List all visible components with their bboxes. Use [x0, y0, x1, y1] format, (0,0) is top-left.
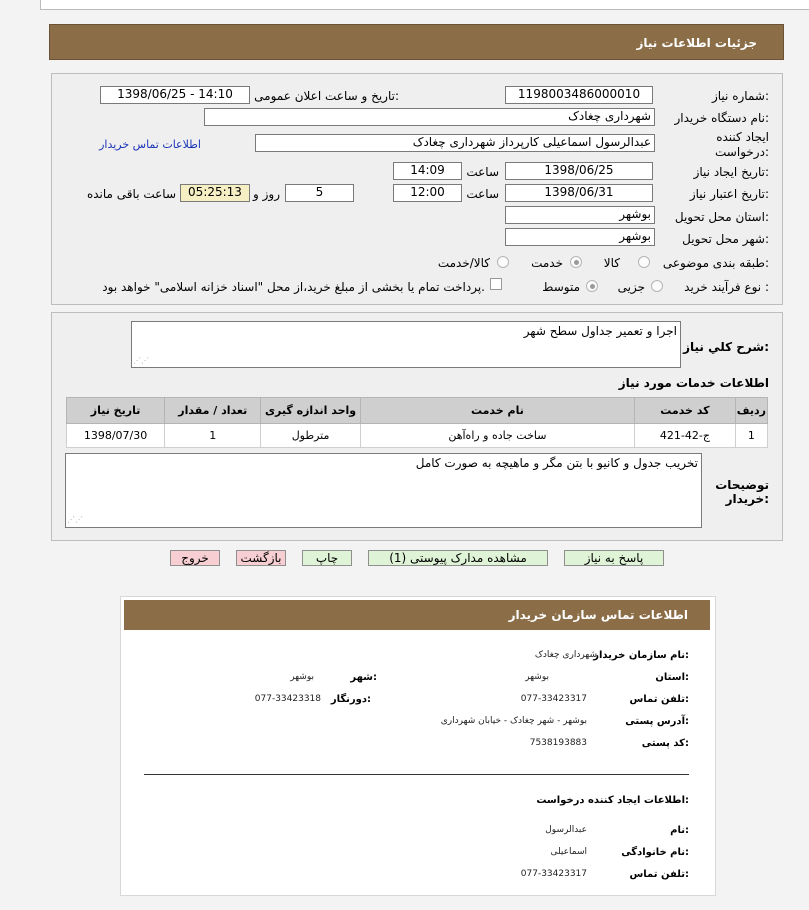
back-button[interactable]: بازگشت: [236, 550, 286, 566]
resize-grip-icon[interactable]: ⋰⋰: [133, 356, 149, 365]
summary-label: شرح کلي نياز:: [683, 340, 769, 354]
cell-need-date: 1398/07/30: [67, 424, 165, 448]
notes-label-1: توضیحات: [715, 478, 769, 492]
process-radio-minor[interactable]: [651, 280, 663, 292]
process-option-medium: متوسط: [542, 280, 580, 294]
col-unit: واحد اندازه گیری: [261, 398, 360, 424]
contact-card-title: اطلاعات تماس سازمان خریدار: [508, 608, 688, 622]
col-row: ردیف: [735, 398, 767, 424]
cell-row-number: 1: [735, 424, 767, 448]
creator-family-value: اسماعیلی: [550, 847, 587, 857]
creator-label-1: ایجاد کننده: [716, 130, 769, 144]
creator-name-value: عبدالرسول: [545, 825, 587, 835]
need-number-label: شماره نیاز:: [711, 89, 769, 103]
contact-address-value: بوشهر - شهر چغادک - خیابان شهرداری: [440, 716, 587, 726]
contact-phone-label: تلفن تماس:: [629, 694, 689, 705]
province-label: استان محل تحویل:: [674, 210, 769, 224]
cell-service-code: ج-42-421: [635, 424, 736, 448]
validity-date-label: تاریخ اعتبار نیاز:: [689, 187, 769, 201]
creator-family-label: نام خانوادگی:: [621, 847, 689, 858]
contact-org-value: شهرداری چغادک: [534, 650, 597, 660]
services-header-row: [67, 398, 768, 424]
col-need-date: تاریخ نیاز: [67, 398, 165, 424]
contact-fax-label: دورنگار:: [330, 694, 371, 705]
treasury-payment-note: پرداخت تمام یا بخشی از مبلغ خرید،از محل "اسناد خزانه اسلامی" خواهد بود.: [102, 280, 485, 294]
page-title: جزئیات اطلاعات نیاز: [636, 36, 757, 50]
validity-time-field[interactable]: 12:00: [393, 184, 462, 202]
contact-postal-value: 7538193883: [529, 738, 587, 748]
category-radio-both[interactable]: [497, 256, 509, 268]
contact-address-label: آدرس پستی:: [625, 716, 689, 727]
col-quantity: تعداد / مقدار: [165, 398, 261, 424]
notes-label-2: خریدار:: [725, 492, 769, 506]
contact-city-label: شهر:: [350, 672, 377, 683]
announce-label: تاریخ و ساعت اعلان عمومی:: [254, 89, 399, 103]
services-title: اطلاعات خدمات مورد نیاز: [618, 376, 769, 390]
notes-textarea[interactable]: تخریب جدول و کانیو با بتن مگر و ماهیچه به صورت کامل: [65, 453, 702, 528]
category-label: طبقه بندی موضوعی:: [662, 256, 769, 270]
validity-date-field[interactable]: 1398/06/31: [505, 184, 653, 202]
reply-button[interactable]: پاسخ به نیاز: [564, 550, 664, 566]
view-attachments-button[interactable]: مشاهده مدارک پیوستی (1): [368, 550, 548, 566]
exit-button[interactable]: خروج: [170, 550, 220, 566]
category-option-service: خدمت: [531, 256, 563, 270]
creator-phone-label: تلفن تماس:: [629, 869, 689, 880]
contact-province-value: بوشهر: [525, 672, 549, 682]
validity-time-label: ساعت: [466, 187, 499, 201]
process-option-minor: جزیی: [617, 280, 645, 294]
remaining-time-field: 05:25:13: [180, 184, 250, 202]
created-time-label: ساعت: [466, 165, 499, 179]
process-radio-medium[interactable]: [586, 280, 598, 292]
contact-fax-value: 077-33423318: [254, 694, 321, 704]
contact-city-value: بوشهر: [290, 672, 314, 682]
top-frame: [40, 0, 809, 10]
created-time-field[interactable]: 14:09: [393, 162, 462, 180]
creator-field[interactable]: عبدالرسول اسماعیلی کارپرداز شهرداری چغادک: [255, 134, 655, 152]
created-date-field[interactable]: 1398/06/25: [505, 162, 653, 180]
city-label: شهر محل تحویل:: [682, 232, 769, 246]
contact-org-label: نام سازمان خریدار:: [593, 650, 689, 661]
treasury-payment-checkbox[interactable]: [490, 278, 502, 290]
services-table: [66, 397, 768, 448]
creator-name-label: نام:: [670, 825, 689, 836]
city-field[interactable]: بوشهر: [505, 228, 655, 246]
col-service-code: کد خدمت: [635, 398, 736, 424]
process-label: نوع فرآیند خرید :: [684, 280, 769, 294]
resize-grip-icon[interactable]: ⋰⋰: [67, 515, 83, 524]
divider: [144, 774, 689, 775]
cell-quantity: 1: [165, 424, 261, 448]
summary-textarea[interactable]: اجرا و تعمیر جداول سطح شهر: [131, 321, 681, 368]
print-button[interactable]: چاپ: [302, 550, 352, 566]
province-field[interactable]: بوشهر: [505, 206, 655, 224]
announce-datetime-field[interactable]: 1398/06/25 - 14:10: [100, 86, 250, 104]
table-row[interactable]: [67, 424, 768, 448]
category-radio-goods[interactable]: [638, 256, 650, 268]
buyer-org-label: نام دستگاه خریدار:: [674, 111, 769, 125]
buyer-contact-link[interactable]: اطلاعات تماس خریدار: [99, 138, 201, 151]
contact-postal-label: کد پستی:: [641, 738, 689, 749]
category-option-both: کالا/خدمت: [437, 256, 490, 270]
cell-unit: مترطول: [261, 424, 360, 448]
creator-phone-value: 077-33423317: [520, 869, 587, 879]
buyer-org-field[interactable]: شهرداری چغادک: [204, 108, 655, 126]
contact-province-label: استان:: [655, 672, 689, 683]
category-radio-service[interactable]: [570, 256, 582, 268]
category-option-goods: کالا: [603, 256, 620, 270]
cell-service-name: ساخت جاده و راه‌آهن: [360, 424, 634, 448]
page-header: [49, 24, 784, 60]
remaining-label: ساعت باقی مانده: [86, 187, 176, 201]
need-number-field[interactable]: 1198003486000010: [505, 86, 653, 104]
contact-card-header: [124, 600, 710, 630]
creator-section-title: اطلاعات ایجاد کننده درخواست:: [536, 795, 689, 806]
days-label: روز و: [253, 187, 280, 201]
created-date-label: تاریخ ایجاد نیاز:: [693, 165, 769, 179]
creator-label-2: درخواست:: [715, 145, 769, 159]
days-field[interactable]: 5: [285, 184, 354, 202]
col-service-name: نام خدمت: [360, 398, 634, 424]
contact-phone-value: 077-33423317: [520, 694, 587, 704]
